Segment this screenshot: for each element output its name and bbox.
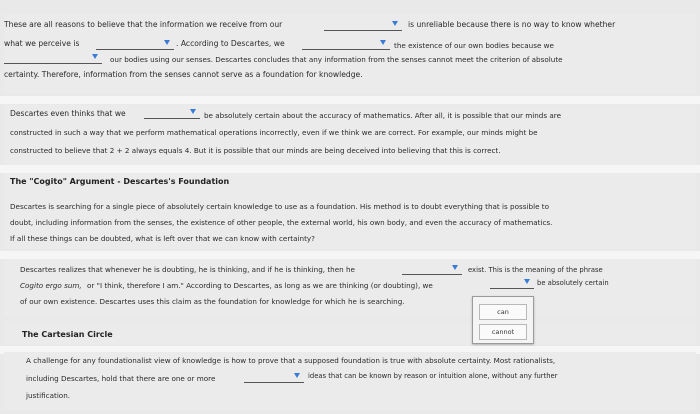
text-line: A challenge for any foundationalist view of knowledge is how to prove that a supposed foundation is true with absolute certainty. Most rationalists, <box>26 356 556 365</box>
dropdown-options-menu <box>472 296 534 344</box>
chevron-down-icon <box>392 21 398 26</box>
section-divider <box>0 96 700 104</box>
text-line: of our own existence. Descartes uses this claim as the foundation for knowledge for which he is searching. <box>20 297 405 306</box>
dropdown-option-cannot[interactable]: cannot <box>479 324 527 340</box>
dropdown-bodies-senses[interactable] <box>4 53 102 64</box>
text-line: Descartes is searching for a single piece of absolutely certain knowledge to use as a foundation. His method is to doubt everything that is possible to <box>10 202 549 211</box>
chevron-down-icon <box>294 373 300 378</box>
dropdown-senses-reliability[interactable] <box>324 20 402 31</box>
text-line: Descartes realizes that whenever he is doubting, he is thinking, and if he is thinking, then he <box>20 265 355 274</box>
chevron-down-icon <box>190 109 196 114</box>
section-heading: The "Cogito" Argument - Descartes's Foundation <box>10 177 230 186</box>
text-line: what we perceive is <box>4 39 80 48</box>
text-line: including Descartes, hold that there are one or more <box>26 374 216 383</box>
text-line: justification. <box>26 391 71 400</box>
section-divider <box>0 165 700 173</box>
text-line-italic: Cogito ergo sum, <box>20 281 82 290</box>
text-line: the existence of our own bodies because we <box>394 41 554 50</box>
dropdown-mathematics-certainty[interactable] <box>144 108 200 119</box>
paragraph-senses <box>4 14 696 94</box>
text-line: ideas that can be known by reason or intuition alone, without any further <box>308 372 558 380</box>
paragraph-cartesian-circle <box>4 352 696 410</box>
dropdown-he-exist[interactable] <box>402 264 462 275</box>
dropdown-existence-bodies[interactable] <box>302 39 390 50</box>
chevron-down-icon <box>164 40 170 45</box>
text-line: doubt, including information from the senses, the existence of other people, the external world, his own body, and even the accuracy of mathematics. <box>10 218 553 227</box>
text-line: be absolutely certain about the accuracy of mathematics. After all, it is possible that our minds are <box>204 111 562 120</box>
text-line: . According to Descartes, we <box>176 39 285 48</box>
paragraph-mathematics <box>4 105 696 165</box>
text-line: be absolutely certain <box>537 279 609 287</box>
text-line: our bodies using our senses. Descartes concludes that any information from the senses cannot meet the criterion of absolute <box>110 55 563 64</box>
text-line: is unreliable because there is no way to know whether <box>408 20 616 29</box>
chevron-down-icon <box>380 40 386 45</box>
text-line: constructed to believe that 2 + 2 always equals 4. But it is possible that our minds are being deceived into believing that this is correct. <box>10 146 501 155</box>
text-line: certainty. Therefore, information from the senses cannot serve as a foundation for knowledge. <box>4 70 363 79</box>
section-cogito <box>4 173 696 249</box>
text-line: Descartes even thinks that we <box>10 109 126 118</box>
chevron-down-icon <box>452 265 458 270</box>
text-line: exist. This is the meaning of the phrase <box>468 266 603 274</box>
dropdown-what-we-perceive[interactable] <box>96 39 174 50</box>
dropdown-we-certain[interactable] <box>490 278 534 289</box>
text-line: or "I think, therefore I am." According to Descartes, as long as we are thinking (or doubting), we <box>87 281 433 290</box>
paragraph-existence <box>4 259 696 317</box>
section-heading: The Cartesian Circle <box>22 330 113 339</box>
text-line: constructed in such a way that we perform mathematical operations incorrectly, even if we think we are correct. For example, our minds might be <box>10 128 538 137</box>
dropdown-option-can[interactable]: can <box>479 304 527 320</box>
section-cartesian-heading <box>4 321 696 345</box>
dropdown-ideas-type[interactable] <box>244 372 304 383</box>
section-divider <box>0 251 700 259</box>
text-line: These are all reasons to believe that the information we receive from our <box>4 20 283 29</box>
chevron-down-icon <box>524 279 530 284</box>
text-line: If all these things can be doubted, what is left over that we can know with certainty? <box>10 234 315 243</box>
chevron-down-icon <box>92 54 98 59</box>
